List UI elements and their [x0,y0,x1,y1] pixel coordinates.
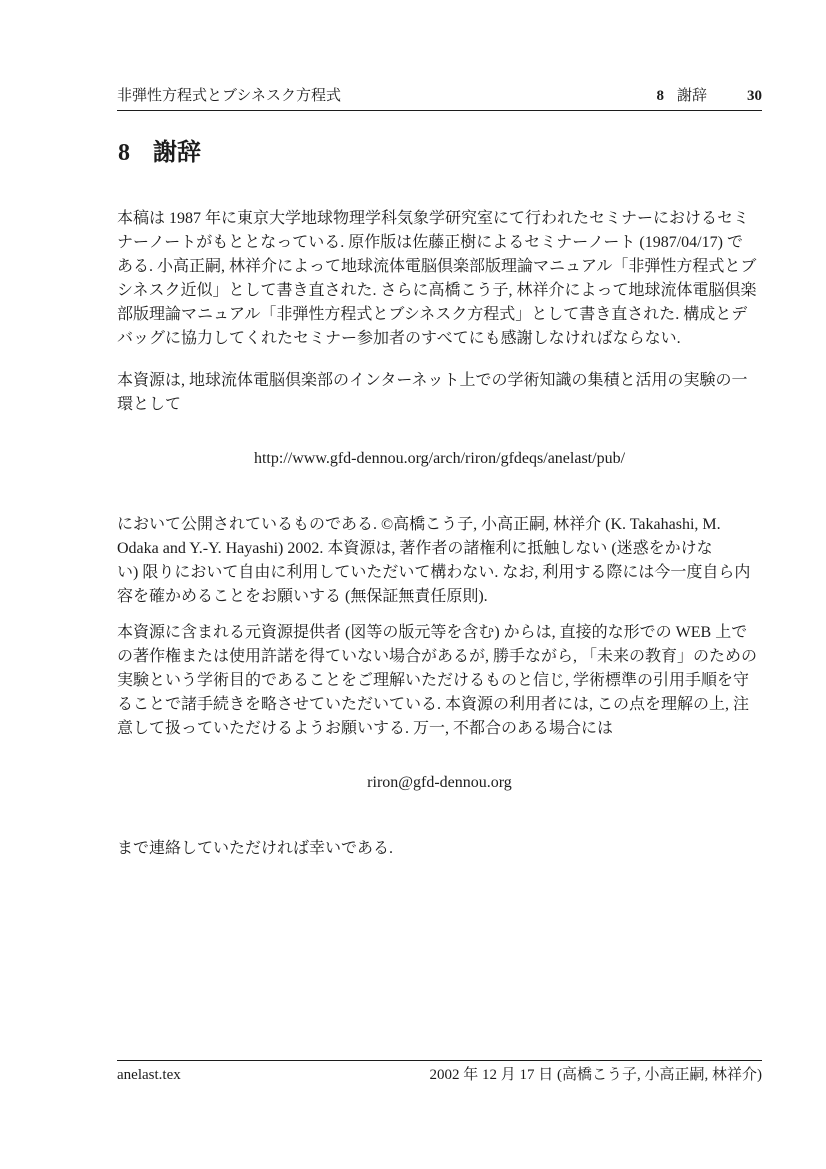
text-line: の著作権または使用許諾を得ていない場合があるが, 勝手ながら, 「未来の教育」のための [117,648,758,665]
text-line: 容を確かめることをお願いする (無保証無責任原則). [117,588,488,605]
text-line: 部版理論マニュアル「非弾性方程式とブシネスク方程式」として書き直された. 構成とデ [117,306,748,323]
text-line: 意して扱っていただけるようお願いする. 万一, 不都合のある場合には [117,720,614,737]
text-line: まで連絡していただければ幸いである. [117,840,394,857]
section-heading [118,138,201,168]
text-line: Odaka and Y.-Y. Hayashi) 2002. 本資源は, 著作者の諸権利に抵触しない (迷惑をかけな [117,540,713,557]
text-line: において公開されているものである. ©高橋こう子, 小高正嗣, 林祥介 (K. Takahashi, M. [117,516,721,533]
text-line: 環として [117,396,182,413]
text-line: 本資源は, 地球流体電脳倶楽部のインターネット上での学術知識の集積と活用の実験の一 [117,372,748,389]
text-line: 本稿は 1987 年に東京大学地球物理学科気象学研究室にて行われたセミナーにおけるセミ [117,210,750,227]
text-line: シネスク近似」として書き直された. さらに高橋こう子, 林祥介によって地球流体電脳倶楽 [117,282,757,299]
page-header [117,86,762,106]
text-line: ることで諸手続きを略させていただいている. 本資源の利用者には, この点を理解の上, 注 [117,696,750,713]
paragraph-contact-closing [117,837,762,861]
paragraph-copyright [117,513,762,609]
page-footer [117,1065,762,1086]
section-number: 8 [118,140,130,166]
header-section-number: 8 [656,88,664,104]
url-text: http://www.gfd-dennou.org/arch/riron/gfdeqs/anelast/pub/ [253,450,626,467]
section-title: 謝辞 [153,139,201,166]
paragraph-acknowledgment [117,207,762,351]
text-line: ナーノートがもととなっている. 原作版は佐藤正樹によるセミナーノート (1987/04/17) で [117,234,743,251]
text-line: い) 限りにおいて自由に利用していただいて構わない. なお, 利用する際には今一度自ら内 [117,564,751,581]
header-title: 非弾性方程式とブシネスク方程式 [117,87,341,104]
header-page-number: 30 [747,88,762,104]
text-line: バッグに協力してくれたセミナー参加者のすべてにも感謝しなければならない. [117,330,681,347]
footer-date-authors: 2002 年 12 月 17 日 (高橋こう子, 小高正嗣, 林祥介) [429,1067,762,1083]
document-body [117,207,762,861]
footer-filename: anelast.tex [117,1067,181,1083]
header-section-title: 謝辞 [676,87,707,104]
paragraph-resource-intro [117,369,762,417]
email-text: riron@gfd-dennou.org [367,774,512,791]
header-right [656,86,762,106]
header-rule [117,110,762,111]
text-line: 本資源に含まれる元資源提供者 (図等の版元等を含む) からは, 直接的な形での WEB 上で [117,624,748,641]
text-line: 実験という学術目的であることをご理解いただけるものと信じ, 学術標準の引用手順を守 [117,672,750,689]
text-line: ある. 小高正嗣, 林祥介によって地球流体電脳倶楽部版理論マニュアル「非弾性方程式とブ [117,258,757,275]
paragraph-usage-notice [117,621,762,741]
footer-rule [117,1060,762,1061]
